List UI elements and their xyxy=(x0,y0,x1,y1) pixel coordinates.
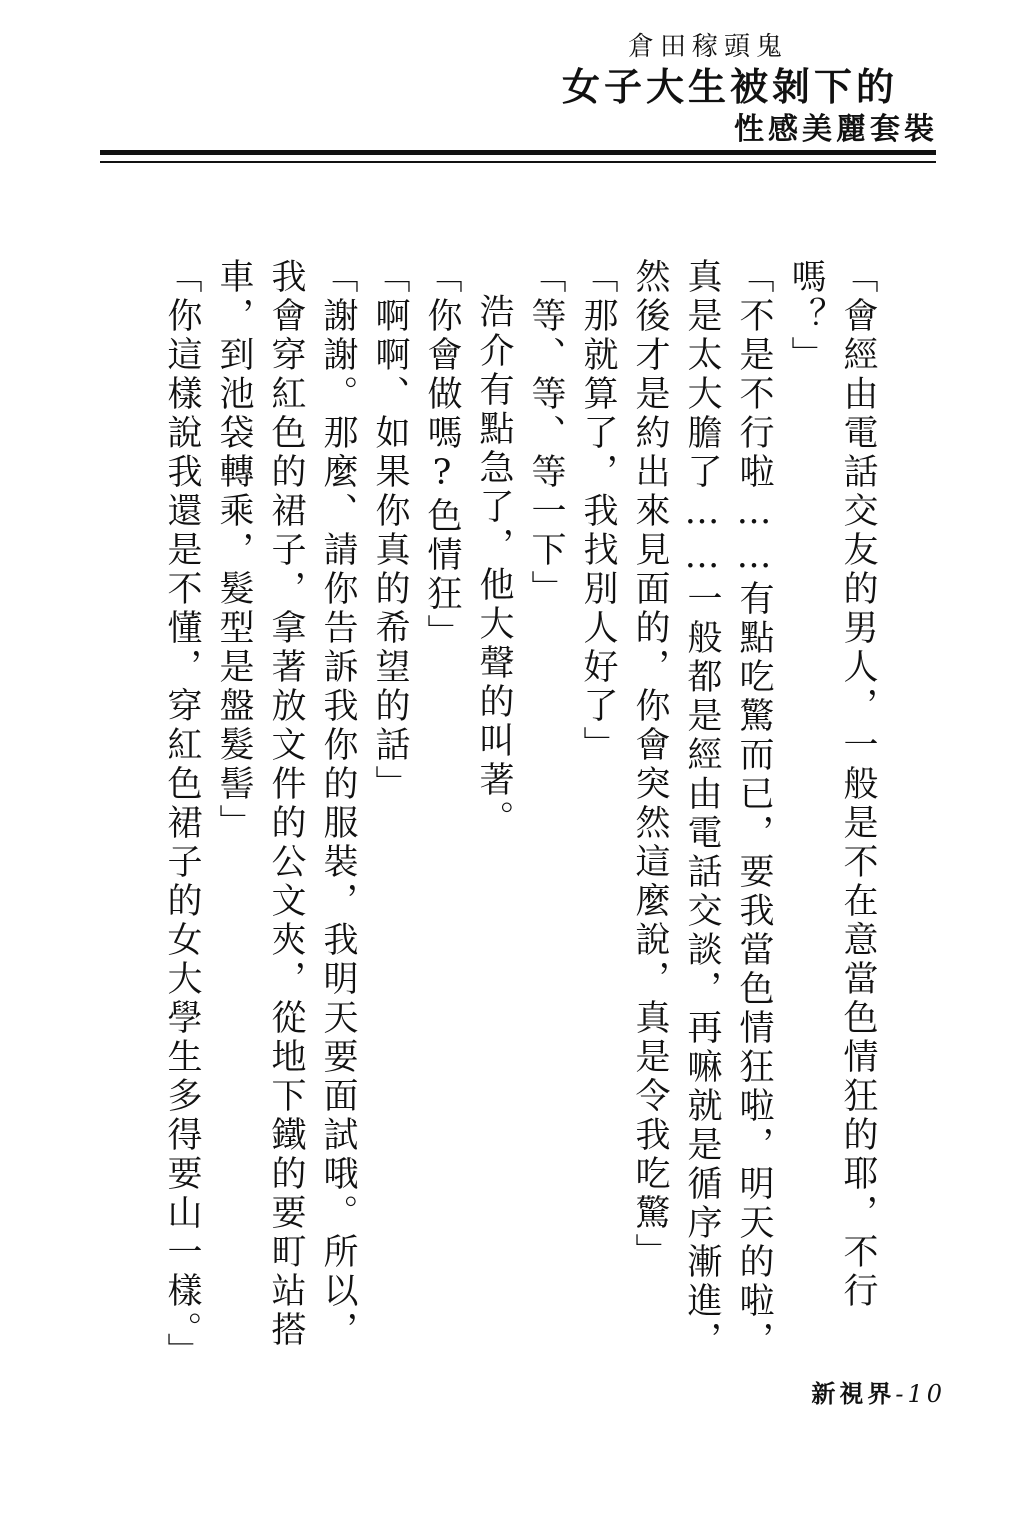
paragraph: 「那就算了，我找別人好了」 xyxy=(578,258,618,765)
paragraph: 「等、等、等一下」 xyxy=(526,258,566,609)
paragraph: 「謝謝。那麼、請你告訴我你的服裝，我明天要面試哦。所以，我會穿紅色的裙子，拿著放文件的公文夾，從地下鐵的要町站搭車，到池袋轉乘，髮型是盤髮髻」 xyxy=(214,258,358,1350)
page-number: -10 xyxy=(895,1380,946,1408)
page-footer xyxy=(811,1374,946,1409)
author-name: 倉田稼頭鬼 xyxy=(627,32,788,62)
title-main: 女子大生被剝下的 xyxy=(561,65,898,109)
paragraph: 「啊啊、如果你真的希望的話」 xyxy=(370,258,410,804)
paragraph: 「你會做嗎?色情狂」 xyxy=(422,258,462,653)
title-sub: 性感美麗套裝 xyxy=(734,112,938,147)
page-header xyxy=(562,30,938,150)
paragraph: 浩介有點急了，他大聲的叫著。 xyxy=(474,293,514,839)
paragraph: 「不是不行啦……有點吃驚而已，要我當色情狂啦，明天的啦，真是太大膽了……一般都是經由電話交談，再嘛就是循序漸進，然後才是約出來見面的，你會突然這麼說，真是令我吃驚」 xyxy=(630,258,774,1360)
header-rule-thick xyxy=(100,150,936,155)
paragraph: 「會經由電話交友的男人，一般是不在意當色情狂的耶，不行嗎？」 xyxy=(786,258,878,1311)
paragraph: 「你這樣說我還是不懂，穿紅色裙子的女大學生多得要山一樣。」 xyxy=(162,258,202,1372)
body-text xyxy=(156,258,884,1378)
footer-label: 新視界 xyxy=(811,1380,896,1408)
header-rule-thin xyxy=(100,161,936,163)
